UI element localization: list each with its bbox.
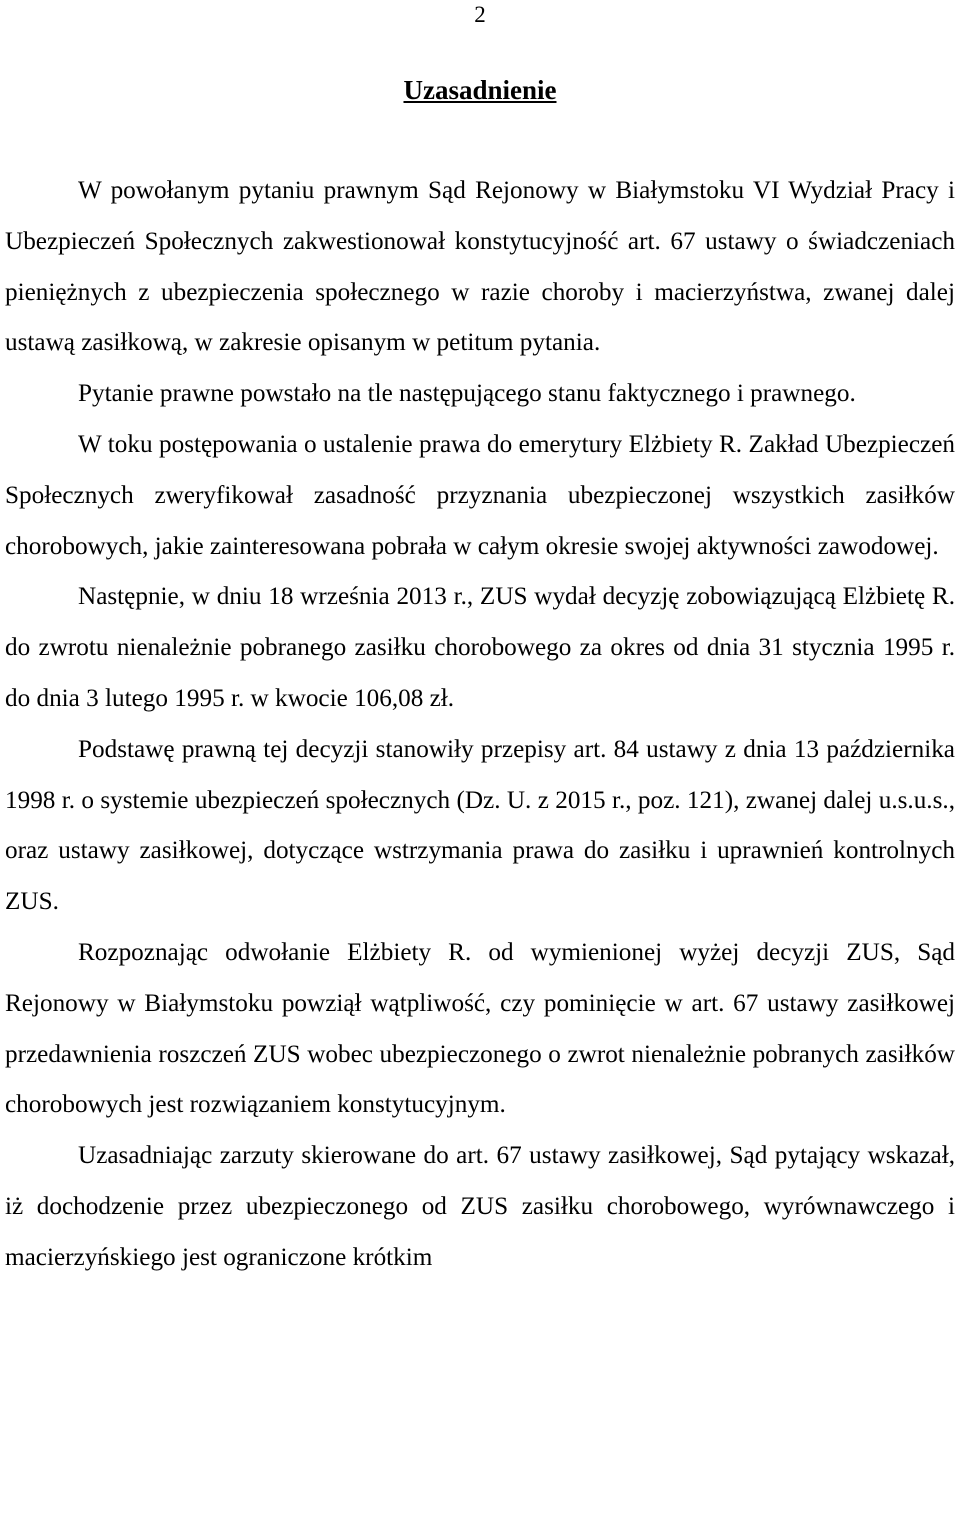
paragraph: W powołanym pytaniu prawnym Sąd Rejonowy w Białymstoku VI Wydział Pracy i Ubezpieczeń Społecznych zakwestionował konstytucyjność art. 67 ustawy o świadczeniach pieniężnych z ubezpieczenia społecznego w razie choroby i macierzyństwa, zwanej dalej ustawą zasiłkową, w zakresie opisanym w petitum pytania. xyxy=(5,177,955,357)
page-number: 2 xyxy=(474,2,486,27)
paragraph: Następnie, w dniu 18 września 2013 r., ZUS wydał decyzję zobowiązującą Elżbietę R. do zwrotu nienależnie pobranego zasiłku chorobowego za okres od dnia 31 stycznia 1995 r. do dnia 3 lutego 1995 r. w kwocie 106,08 zł. xyxy=(5,583,955,712)
paragraph: W toku postępowania o ustalenie prawa do emerytury Elżbiety R. Zakład Ubezpieczeń Społecznych zweryfikował zasadność przyznania ubezpieczonej wszystkich zasiłków chorobowych, jakie zainteresowana pobrała w całym okresie swojej aktywności zawodowej. xyxy=(5,430,955,560)
paragraph: Uzasadniając zarzuty skierowane do art. 67 ustawy zasiłkowej, Sąd pytający wskazał, iż dochodzenie przez ubezpieczonego od ZUS zasiłku chorobowego, wyrównawczego i macierzyńskiego jest ograniczone krótkim xyxy=(5,1142,955,1271)
paragraph: Pytanie prawne powstało na tle następującego stanu faktycznego i prawnego. xyxy=(78,380,856,408)
paragraph: Podstawę prawną tej decyzji stanowiły przepisy art. 84 ustawy z dnia 13 października 1998 r. o systemie ubezpieczeń społecznych (Dz. U. z 2015 r., poz. 121), zwanej dalej u.s.u.s., oraz ustawy zasiłkowej, dotyczące wstrzymania prawa do zasiłku i uprawnień kontrolnych ZUS. xyxy=(5,735,955,916)
document-body xyxy=(5,166,955,1284)
paragraph: Rozpoznając odwołanie Elżbiety R. od wymienionej wyżej decyzji ZUS, Sąd Rejonowy w Białymstoku powziął wątpliwość, czy pominięcie w art. 67 ustawy zasiłkowej przedawnienia roszczeń ZUS wobec ubezpieczonego o zwrot nienależnie pobranych zasiłków chorobowych jest rozwiązaniem konstytucyjnym. xyxy=(5,938,955,1119)
document-heading: Uzasadnienie xyxy=(403,75,557,105)
